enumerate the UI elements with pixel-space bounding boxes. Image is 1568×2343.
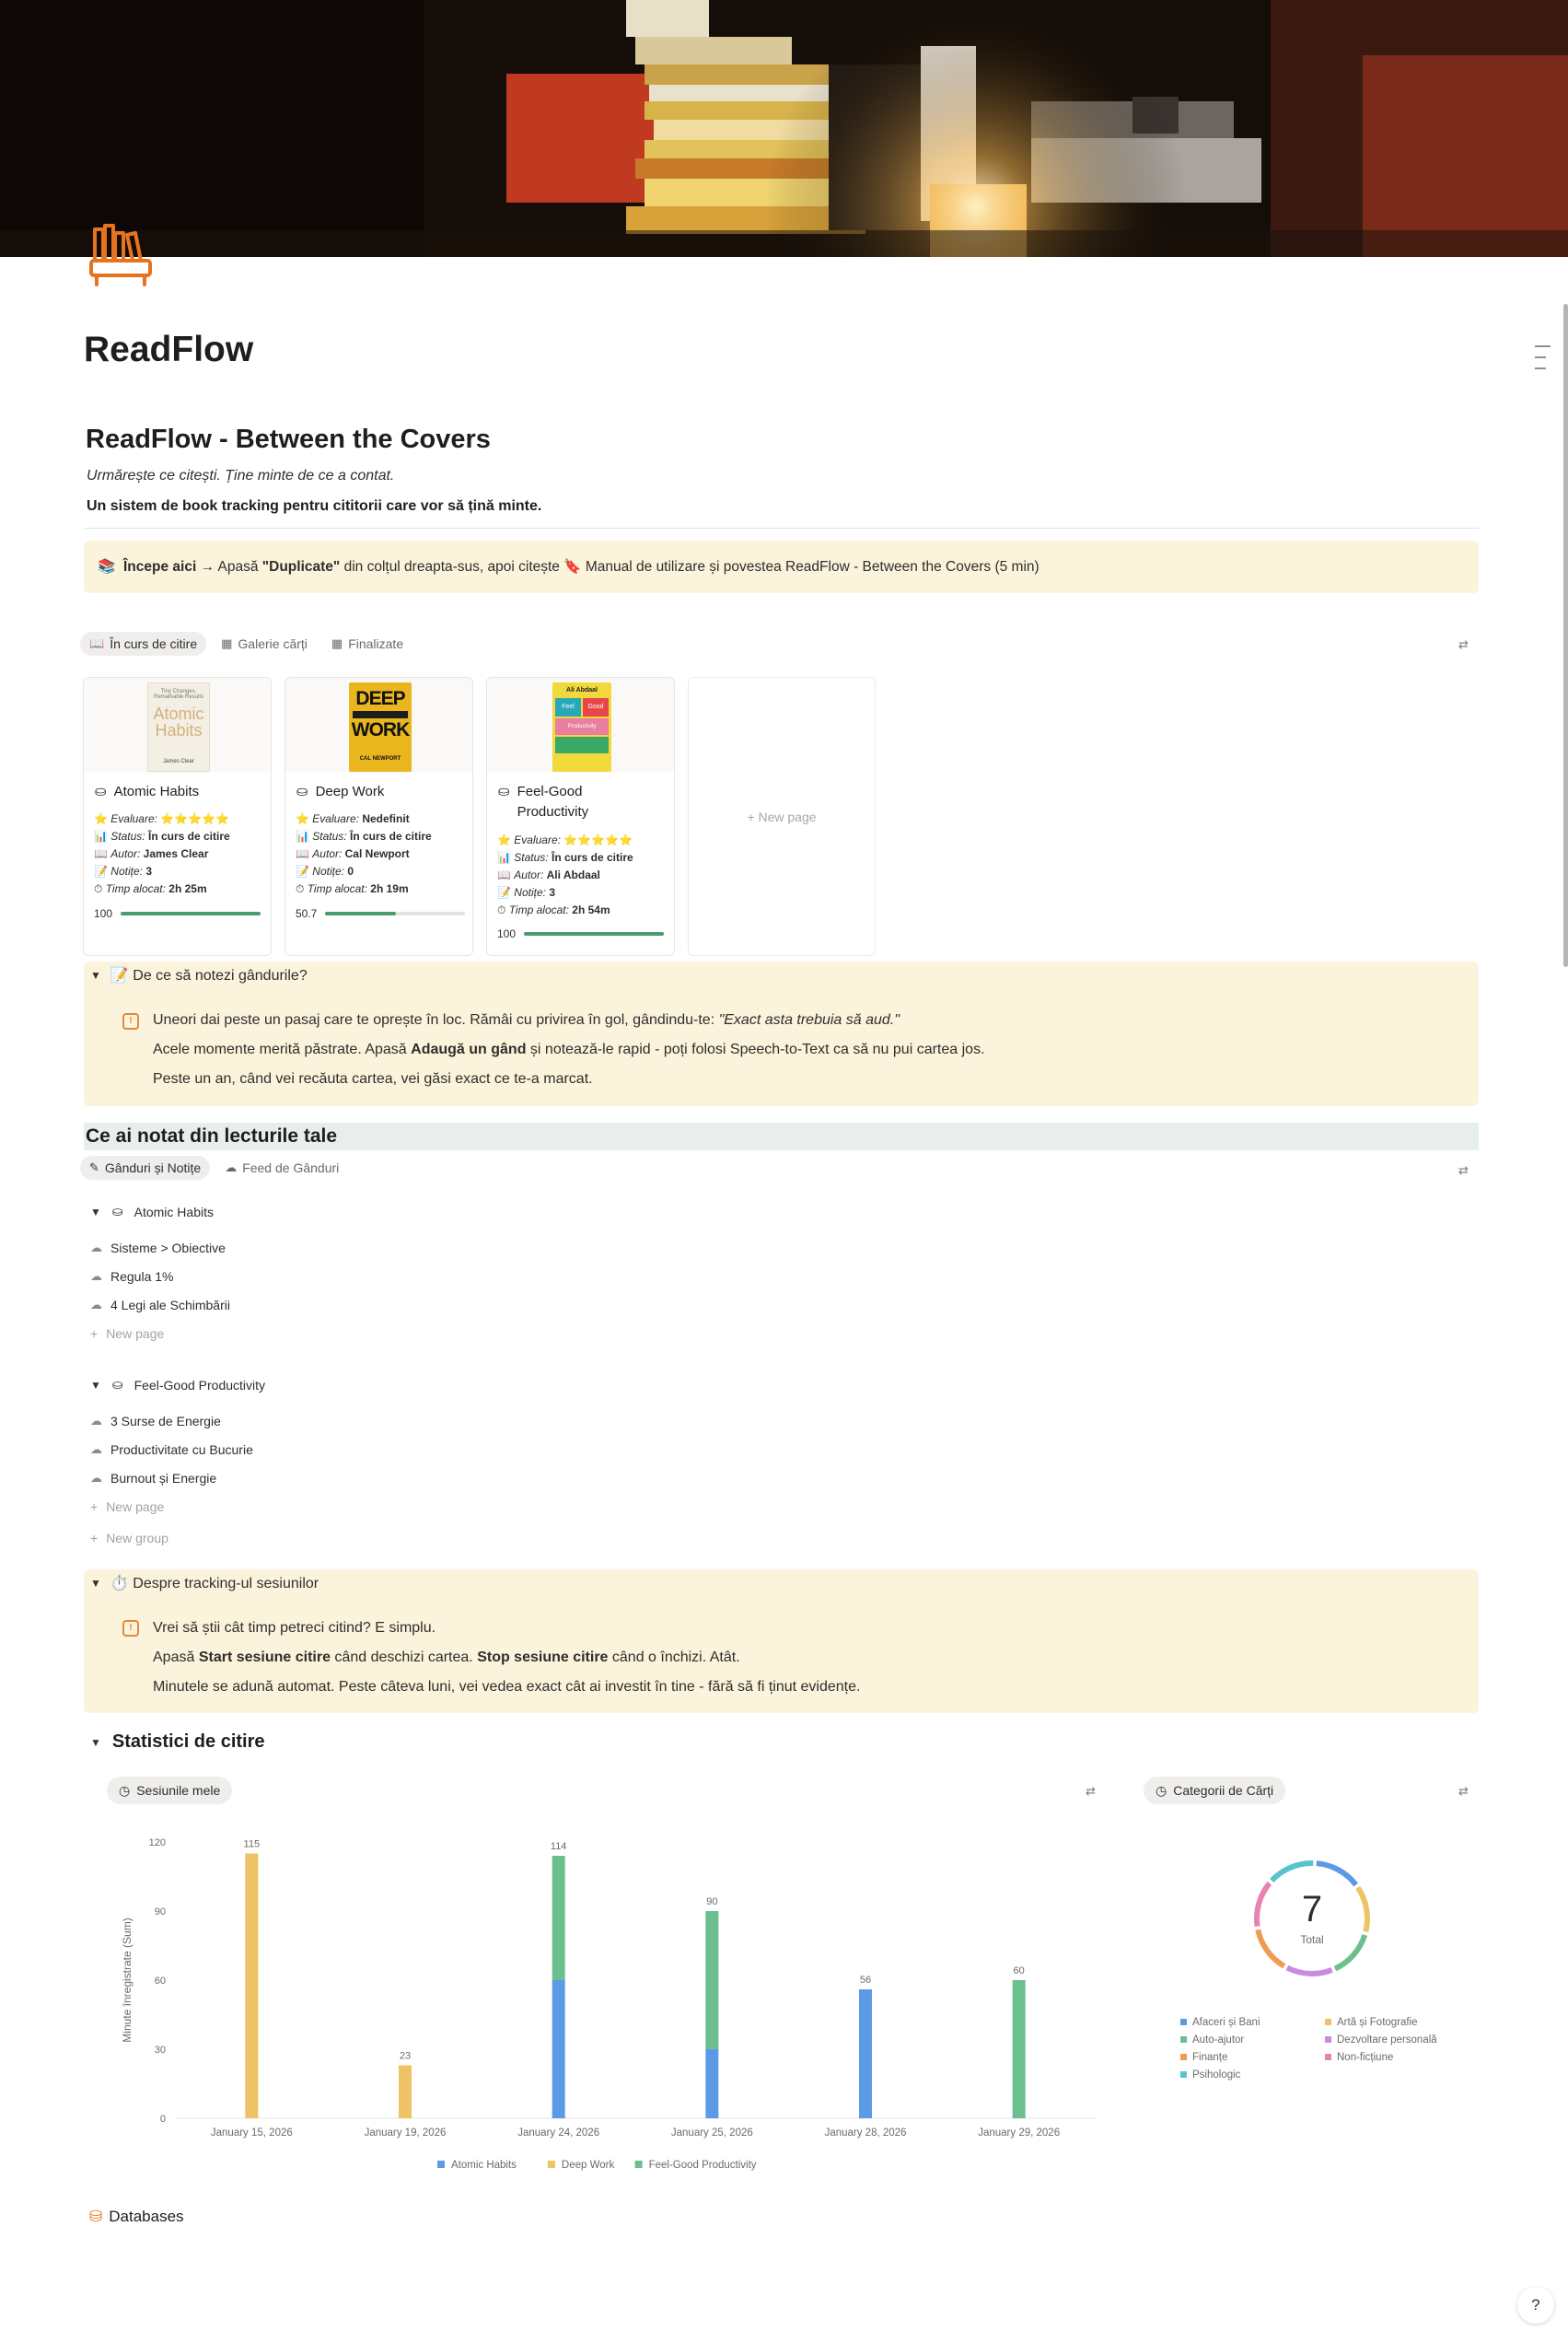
prop-label: Notițe: (110, 865, 143, 878)
tab-in-progress[interactable] (80, 632, 206, 656)
new-group-label: New group (106, 1531, 168, 1545)
prop-label: Status: (514, 851, 549, 864)
progress (94, 907, 261, 920)
card-properties: ⭐ Evaluare: ⭐⭐⭐⭐⭐ 📊 Status: În curs de citire 📖 Autor: James Clear 📝 Notițe: 3 ⏱ Timp alocat: 2h 25m (94, 812, 230, 895)
start-text1: Apasă (217, 559, 259, 575)
donut-slice[interactable] (1257, 1883, 1270, 1927)
book-cover-atomic-habits (147, 682, 210, 772)
cloud-icon: ☁ (90, 1414, 102, 1428)
list-item[interactable] (90, 1269, 174, 1284)
divider (86, 528, 1479, 529)
toggle-why-notes[interactable] (90, 966, 308, 985)
toggle-triangle-icon: ▼ (90, 1577, 101, 1590)
legend-label: Dezvoltare personală (1337, 2034, 1437, 2046)
legend-label: Afaceri și Bani (1192, 2017, 1260, 2028)
cover-title: Atomic (153, 705, 204, 723)
tab-gallery[interactable] (212, 632, 317, 656)
text: Minutele se adună automat. Peste câteva luni, vei vedea exact cât ai investit în tine - fără să fi ținut evidențe. (153, 1679, 861, 1695)
card-title (498, 782, 668, 822)
rating-value: Nedefinit (362, 812, 410, 825)
card-cover (84, 678, 271, 773)
progress-bar (121, 912, 261, 915)
x-tick-label: January 19, 2026 (364, 2127, 447, 2139)
data-label: 56 (859, 1975, 872, 1986)
legend-swatch (437, 2161, 445, 2168)
progress (497, 927, 664, 940)
toggle-title: 📝 De ce să notezi gândurile? (110, 968, 308, 984)
intro-heading: ReadFlow - Between the Covers (86, 425, 491, 454)
list-item[interactable] (90, 1471, 216, 1486)
status-value: În curs de citire (147, 830, 230, 843)
prop-label: Status: (312, 830, 347, 843)
text: Acele momente merită păstrate. Apasă (153, 1042, 412, 1057)
database-icon: ⛁ (89, 2208, 103, 2225)
progress (296, 907, 465, 920)
new-page-label: New page (106, 1499, 165, 1514)
data-label: 60 (1013, 1965, 1025, 1976)
view-settings-icon[interactable]: ⇄ (1458, 637, 1469, 651)
cloud-icon: ☁ (90, 1471, 102, 1485)
cloud-icon: ☁ (90, 1269, 102, 1283)
plus-icon: + (90, 1499, 99, 1514)
group-header[interactable] (90, 1204, 214, 1219)
legend-label: Atomic Habits (451, 2160, 517, 2171)
stop-session-label: Stop sesiune citire (477, 1649, 609, 1665)
notes-value: 3 (145, 865, 152, 878)
legend-swatch (1180, 2054, 1187, 2060)
bar-segment[interactable] (1013, 1980, 1026, 2118)
cover-image (0, 0, 1568, 257)
x-tick-label: January 25, 2026 (670, 2127, 753, 2139)
y-tick-label: 90 (154, 1906, 166, 1918)
list-item-label: Productivitate cu Bucurie (110, 1442, 253, 1457)
card-cover (487, 678, 674, 773)
prop-label: Notițe: (514, 886, 546, 899)
prop-label: Autor: (110, 847, 141, 860)
toggle-triangle-icon: ▼ (90, 1378, 101, 1392)
progress-value: 100 (497, 927, 517, 940)
bar-segment[interactable] (705, 2049, 718, 2118)
legend-label: Feel-Good Productivity (648, 2160, 757, 2171)
author-value: Ali Abdaal (546, 868, 600, 881)
book-card[interactable] (486, 677, 675, 956)
memo-icon: 🔖 (563, 559, 582, 575)
books-icon: 📚 (98, 559, 116, 575)
tab-finished[interactable] (322, 632, 412, 656)
progress-bar (524, 932, 664, 936)
x-tick-label: January 29, 2026 (978, 2127, 1061, 2139)
new-page-button[interactable] (90, 1326, 164, 1341)
y-tick-label: 30 (154, 2045, 166, 2056)
donut-slice[interactable] (1258, 1929, 1283, 1966)
sessions-bar-chart (110, 1824, 1105, 2192)
stats-heading: Statistici de citire (111, 1731, 265, 1752)
list-item-label: Burnout și Energie (110, 1471, 217, 1486)
card-title (95, 782, 265, 802)
list-item-label: Regula 1% (110, 1269, 174, 1284)
categories-view-tab[interactable] (1144, 1777, 1285, 1804)
tab-label: În curs de citire (110, 636, 198, 651)
bar-segment[interactable] (552, 1980, 565, 2118)
gallery-icon: ▦ (221, 636, 233, 650)
donut-slice[interactable] (1287, 1968, 1332, 1974)
rating-value: ⭐⭐⭐⭐⭐ (160, 812, 230, 825)
legend-swatch (1180, 2071, 1187, 2078)
prop-label: Evaluare: (514, 833, 561, 846)
text: Vrei să știi cât timp petreci citind? E simplu. (153, 1620, 436, 1636)
text: când deschizi cartea. (330, 1649, 478, 1665)
card-title-text: Atomic Habits (113, 784, 200, 799)
cover-word: Productivity (555, 718, 609, 735)
progress-bar (325, 912, 465, 915)
notes-value: 3 (549, 886, 555, 899)
databases-link[interactable] (89, 2208, 184, 2226)
list-item[interactable] (90, 1298, 230, 1312)
legend-label: Non-ficțiune (1337, 2052, 1394, 2063)
legend-label: Auto-ajutor (1192, 2034, 1245, 2046)
duplicate-label: "Duplicate" (261, 559, 341, 575)
cover-author: CAL NEWPORT (359, 756, 401, 762)
status-value: În curs de citire (349, 830, 432, 843)
help-icon: ? (1531, 2296, 1540, 2314)
books-view-tabs (80, 632, 412, 656)
card-cover (285, 678, 472, 773)
list-item-label: 3 Surse de Energie (110, 1414, 221, 1428)
page-title[interactable]: ReadFlow (84, 330, 254, 369)
prop-label: Autor: (312, 847, 343, 860)
card-title-text: Feel-Good Productivity (517, 784, 589, 820)
cover-word: Feel (555, 698, 581, 717)
legend-label: Psihologic (1192, 2069, 1241, 2081)
new-page-button[interactable] (90, 1499, 164, 1514)
tab-thoughts-notes[interactable] (80, 1156, 210, 1180)
card-title-text: Deep Work (315, 784, 385, 799)
legend-swatch (1180, 2019, 1187, 2025)
data-label: 114 (550, 1841, 567, 1852)
text: când o închizi. Atât. (608, 1649, 740, 1665)
cover-photo-illustration (0, 0, 1568, 257)
book-icon: ⛀ (498, 784, 510, 799)
prop-label: Status: (110, 830, 145, 843)
legend-swatch (1180, 2036, 1187, 2043)
cloud-icon: ☁ (225, 1160, 238, 1174)
tab-label: Gânduri și Notițe (104, 1160, 202, 1175)
x-tick-label: January 28, 2026 (824, 2127, 907, 2139)
bookshelf-icon[interactable] (87, 224, 154, 286)
pill-label: Sesiunile mele (136, 1783, 221, 1798)
start-label: Începe aici (123, 559, 197, 575)
quote: "Exact asta trebuia să aud." (718, 1012, 900, 1028)
stats-toggle[interactable] (90, 1731, 265, 1753)
cover-title: Habits (155, 721, 203, 740)
bar-segment[interactable] (245, 1854, 258, 2119)
cover-word: Good (583, 698, 609, 717)
intro-subtitle: Un sistem de book tracking pentru cititorii care vor să țină minte. (87, 498, 542, 514)
donut-center-label: Total (1300, 1933, 1324, 1946)
bar-segment[interactable] (859, 1989, 872, 2118)
progress-value: 50.7 (296, 907, 318, 920)
tab-label: Feed de Gânduri (242, 1160, 340, 1175)
cloud-icon: ☁ (90, 1442, 102, 1456)
start-session-label: Start sesiune citire (198, 1649, 331, 1665)
callout-icon: ! (122, 1620, 139, 1637)
time-value: 2h 54m (572, 903, 610, 916)
book-cover-deep-work (349, 682, 412, 772)
progress-fill (325, 912, 396, 915)
prop-label: Timp alocat: (307, 882, 367, 895)
y-tick-label: 0 (159, 2114, 166, 2125)
prop-label: Timp alocat: (105, 882, 166, 895)
cover-author: James Clear (163, 759, 194, 764)
cover-author: Ali Abdaal (566, 687, 598, 694)
pill-label: Categorii de Cărți (1173, 1783, 1274, 1798)
donut-slice[interactable] (1335, 1935, 1365, 1969)
callout-text (153, 1614, 860, 1702)
table-of-contents-markers[interactable] (1535, 345, 1551, 379)
clock-icon: ◷ (1156, 1782, 1167, 1798)
data-label: 115 (243, 1838, 261, 1850)
list-item-label: 4 Legi ale Schimbării (110, 1298, 230, 1312)
prop-label: Autor: (514, 868, 544, 881)
legend-label: Finanțe (1192, 2052, 1228, 2063)
cover-title: DEEP (355, 688, 405, 709)
data-label: 90 (706, 1896, 718, 1907)
book-icon: ⛀ (95, 784, 107, 799)
plus-icon: + (90, 1326, 99, 1341)
book-card[interactable] (285, 677, 473, 956)
author-value: Cal Newport (344, 847, 410, 860)
prop-label: Evaluare: (110, 812, 157, 825)
tab-thoughts-feed[interactable] (215, 1156, 348, 1180)
databases-label: Databases (109, 2208, 184, 2225)
notes-value: 0 (347, 865, 354, 878)
duration-text: (5 min) (994, 559, 1040, 575)
intro-tagline: Urmărește ce citești. Ține minte de ce a contat. (87, 468, 395, 484)
notes-view-tabs (80, 1156, 348, 1180)
y-axis-label: Minute înregistrate (Sum) (121, 1918, 134, 2043)
legend-swatch (1325, 2019, 1331, 2025)
arrow-icon: → (200, 559, 215, 575)
bar-segment[interactable] (399, 2066, 412, 2119)
progress-value: 100 (94, 907, 113, 920)
x-tick-label: January 15, 2026 (210, 2127, 293, 2139)
list-item[interactable] (90, 1442, 253, 1457)
rating-value: ⭐⭐⭐⭐⭐ (563, 833, 633, 846)
legend-label: Deep Work (561, 2160, 615, 2171)
start-text2: din colțul dreapta-sus, apoi citește (343, 559, 560, 575)
y-tick-label: 120 (148, 1837, 166, 1848)
text: Peste un an, când vei recăuta cartea, vei găsi exact ce te-a marcat. (153, 1071, 593, 1087)
group-title: Atomic Habits (134, 1204, 214, 1219)
group-header[interactable] (90, 1377, 265, 1393)
card-properties: ⭐ Evaluare: ⭐⭐⭐⭐⭐ 📊 Status: În curs de citire 📖 Autor: Ali Abdaal 📝 Notițe: 3 ⏱ Timp alocat: 2h 54m (497, 833, 633, 916)
prop-label: Notițe: (312, 865, 344, 878)
new-page-label: New page (106, 1326, 165, 1341)
list-item[interactable] (90, 1414, 221, 1428)
new-page-card[interactable]: + New page (688, 677, 876, 956)
notes-section-heading: Ce ai notat din lecturile tale (84, 1123, 1479, 1150)
tab-label: Finalizate (348, 636, 404, 651)
donut-slice[interactable] (1358, 1887, 1367, 1931)
book-card[interactable] (83, 677, 272, 956)
x-tick-label: January 24, 2026 (517, 2127, 600, 2139)
chart-settings-icon[interactable]: ⇄ (1458, 1784, 1469, 1798)
card-properties: ⭐ Evaluare: Nedefinit 📊 Status: În curs de citire 📖 Autor: Cal Newport 📝 Notițe: 0 ⏱ Timp alocat: 2h 19m (296, 812, 432, 895)
categories-donut-chart (1142, 1824, 1492, 2100)
data-label: 23 (399, 2050, 412, 2062)
progress-fill (121, 912, 261, 915)
new-group-button[interactable] (90, 1531, 168, 1545)
legend-swatch (635, 2161, 643, 2168)
book-cover-feel-good-productivity (552, 682, 611, 772)
toggle-session-tracking[interactable] (90, 1574, 319, 1592)
help-button[interactable] (1517, 2287, 1554, 2324)
donut-center-value: 7 (1301, 1889, 1323, 1929)
book-icon: ⛀ (111, 1377, 123, 1392)
manual-link[interactable]: Manual de utilizare și povestea ReadFlow - Between the Covers (585, 559, 992, 575)
start-here-callout (84, 541, 1479, 593)
pencil-icon: ✎ (89, 1160, 99, 1174)
list-item-label: Sisteme > Obiective (110, 1241, 226, 1255)
tab-label: Galerie cărți (238, 636, 308, 651)
clock-icon: ◷ (119, 1782, 131, 1798)
add-thought-label: Adaugă un gând (411, 1042, 527, 1057)
list-item[interactable] (90, 1241, 226, 1255)
view-settings-icon[interactable]: ⇄ (1458, 1163, 1469, 1177)
prop-label: Timp alocat: (508, 903, 569, 916)
donut-slice[interactable] (1317, 1863, 1356, 1884)
gallery-icon: ▦ (331, 636, 343, 650)
progress-fill (524, 932, 664, 936)
legend-swatch (1325, 2054, 1331, 2060)
toggle-triangle-icon: ▼ (90, 969, 101, 982)
text: Apasă (153, 1649, 199, 1665)
group-title: Feel-Good Productivity (134, 1377, 266, 1393)
book-icon: ⛀ (296, 784, 308, 799)
plus-icon: + (90, 1531, 99, 1545)
cloud-icon: ☁ (90, 1298, 102, 1311)
author-value: James Clear (143, 847, 209, 860)
donut-slice[interactable] (1272, 1863, 1313, 1881)
card-title (296, 782, 467, 802)
y-tick-label: 60 (154, 1976, 166, 1987)
time-value: 2h 19m (370, 882, 409, 895)
bar-segment[interactable] (705, 1911, 718, 2049)
callout-icon: ! (122, 1013, 139, 1030)
callout-text (153, 1006, 985, 1094)
text: și notează-le rapid - poți folosi Speech-to-Text ca să nu pui cartea jos. (526, 1042, 985, 1057)
text: Uneori dai peste un pasaj care te oprește în loc. Rămâi cu privirea în gol, gândindu-te: (153, 1012, 719, 1028)
toggle-title: ⏱️ Despre tracking-ul sesiunilor (110, 1576, 319, 1591)
prop-label: Evaluare: (312, 812, 359, 825)
cloud-icon: ☁ (90, 1241, 102, 1254)
cover-title: WORK (351, 719, 410, 740)
cover-text: Tiny Changes, Remarkable Results (153, 689, 204, 700)
time-value: 2h 25m (168, 882, 207, 895)
toggle-triangle-icon: ▼ (90, 1735, 101, 1749)
legend-swatch (1325, 2036, 1331, 2043)
status-value: În curs de citire (551, 851, 633, 864)
bar-segment[interactable] (552, 1856, 565, 1980)
scrollbar[interactable] (1563, 304, 1568, 967)
book-icon: ⛀ (111, 1204, 123, 1218)
toggle-triangle-icon: ▼ (90, 1205, 101, 1218)
legend-swatch (548, 2161, 555, 2168)
sessions-view-tab[interactable] (107, 1777, 232, 1804)
legend-label: Artă și Fotografie (1337, 2017, 1418, 2028)
open-book-icon: 📖 (89, 636, 105, 650)
chart-settings-icon[interactable]: ⇄ (1086, 1784, 1096, 1798)
